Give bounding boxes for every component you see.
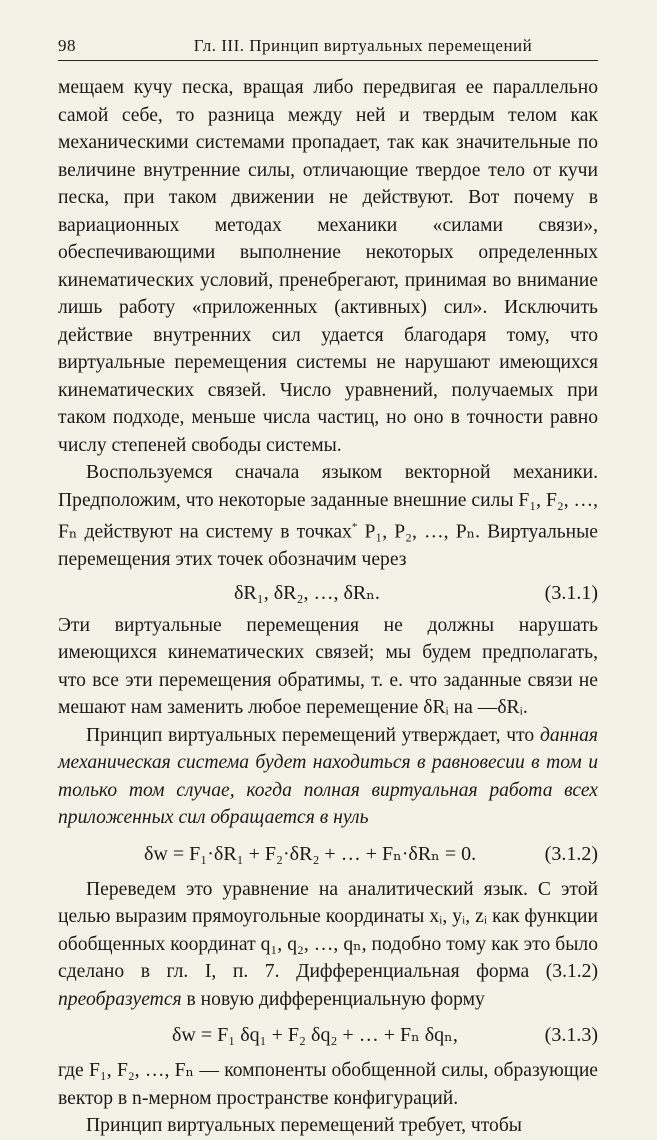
paragraph-4-part-a: Принцип виртуальных перемещений утверждает, что [86, 724, 540, 746]
equation-3-1-1-expression: δR₁, δR₂, …, δRₙ. [234, 581, 380, 604]
paragraph-6: где F₁, F₂, …, Fₙ — компоненты обобщенной силы, образующие вектор в n-мерном пространстве конфигураций. [58, 1060, 598, 1109]
equation-3-1-3 [58, 1013, 598, 1057]
paragraph-5-part-a: Переведем это уравнение на аналитический язык. С этой целью выразим прямоугольные координаты xᵢ, yᵢ, zᵢ как функции обобщенных координат q₁, q₂, …, qₙ, подобно тому как это было сделано в гл. I, п. 7. Дифференциальная форма (3.1.2) [58, 878, 598, 983]
equation-3-1-1-number: (3.1.1) [544, 581, 598, 604]
paragraph-5-italic: преобразуется [58, 988, 182, 1010]
equation-3-1-3-expression: δw = F₁ δq₁ + F₂ δq₂ + … + Fₙ δqₙ, [172, 1024, 458, 1047]
equation-3-1-3-number: (3.1.3) [544, 1024, 598, 1047]
paragraph-3: Эти виртуальные перемещения не должны нарушать имеющихся кинематических связей; мы будем предполагать, что все эти перемещения обратимы, т. е. что заданные связи не мешают нам заменить любое перемещение δRᵢ на —δRᵢ. [58, 614, 598, 719]
paragraph-2-part-b: P₁, P₂, …, Pₙ. Виртуальные перемещения этих точек обозначим через [58, 521, 598, 571]
paragraph-2-part-a: Воспользуемся сначала языком векторной механики. Предположим, что некоторые заданные внешние силы F₁, F₂, …, Fₙ действуют на систему в точках [58, 462, 598, 543]
running-title: Гл. III. Принцип виртуальных перемещений [193, 36, 533, 55]
equation-3-1-1 [58, 574, 598, 612]
body-text [58, 74, 598, 1140]
equation-3-1-2-expression: δw = F₁·δR₁ + F₂·δR₂ + … + Fₙ·δRₙ = 0. [144, 842, 477, 865]
paragraph-5-part-b: в новую дифференциальную форму [181, 988, 485, 1010]
paragraph-5 [58, 876, 598, 1014]
paragraph-4 [58, 722, 598, 832]
equation-3-1-2 [58, 832, 598, 876]
footnote-mark: * [351, 521, 358, 533]
paragraph-1: мещаем кучу песка, вращая либо передвигая ее параллельно самой себе, то разница между ней и твердым телом как механическими системами пропадает, так как значительные по величине внутренние силы, отличающие твердое тело от кучи песка, при таком движении не действуют. Вот почему в вариационных методах механики «силами связи», обеспечивающими выполнение некоторых определенных кинематических условий, пренебрегают, принимая во внимание лишь работу «приложенных (активных) сил». Исключить действие внутренних сил удается благодаря тому, что виртуальные перемещения системы не нарушают имеющихся кинематических связей. Число уравнений, получаемых при таком подходе, меньше числа частиц, но оно в точности равно числу степеней свободы системы. [58, 77, 598, 456]
paragraph-7: Принцип виртуальных перемещений требует, чтобы [86, 1115, 522, 1137]
header-rule [58, 60, 598, 61]
paragraph-2 [58, 459, 598, 574]
paragraph-4-italic: данная механическая система будет находиться в равновесии в том и только том случае, когда полная виртуальная работа всех приложенных сил обращается в нуль [58, 724, 598, 829]
page-number: 98 [58, 36, 76, 55]
equation-3-1-2-number: (3.1.2) [544, 842, 598, 865]
running-header [58, 36, 598, 56]
